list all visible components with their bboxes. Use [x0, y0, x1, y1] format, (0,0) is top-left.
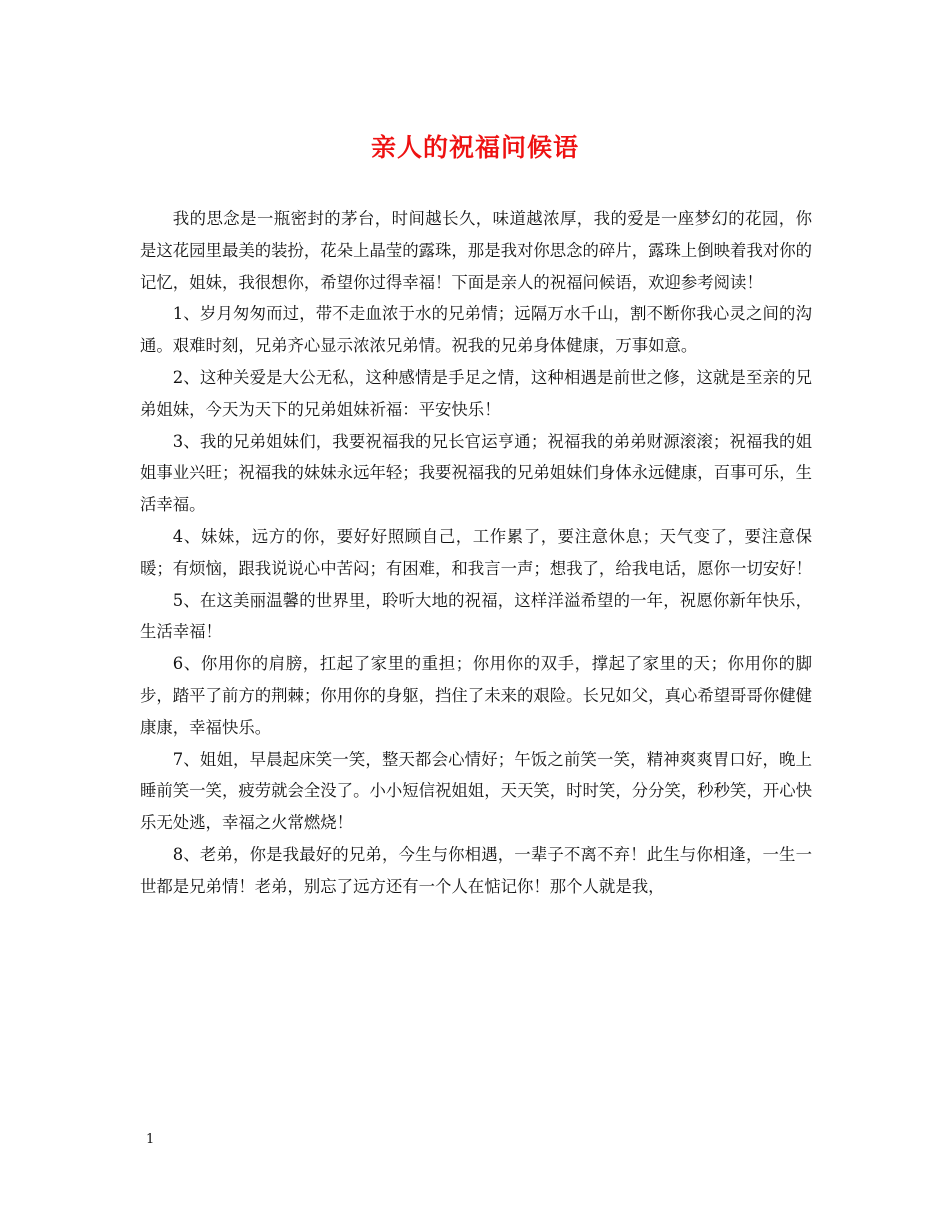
document-body	[140, 203, 812, 903]
greeting-item-7: 7、姐姐，早晨起床笑一笑，整天都会心情好；午饭之前笑一笑，精神爽爽胃口好，晚上睡前笑一笑，疲劳就会全没了。小小短信祝姐姐，天天笑，时时笑，分分笑，秒秒笑，开心快乐无处逃，幸福之火常燃烧！	[140, 749, 813, 833]
greeting-item-2: 2、这种关爱是大公无私，这种感情是手足之情，这种相遇是前世之修，这就是至亲的兄弟姐妹，今天为天下的兄弟姐妹祈福：平安快乐！	[140, 367, 812, 419]
greeting-item-6: 6、你用你的肩膀，扛起了家里的重担；你用你的双手，撑起了家里的天；你用你的脚步，踏平了前方的荆棘；你用你的身躯，挡住了未来的艰险。长兄如父，真心希望哥哥你健健康康，幸福快乐。	[140, 654, 813, 737]
intro-paragraph: 我的思念是一瓶密封的茅台，时间越长久，味道越浓厚，我的爱是一座梦幻的花园，你是这花园里最美的装扮，花朵上晶莹的露珠，那是我对你思念的碎片，露珠上倒映着我对你的记忆，姐妹，我很想你，希望你过得幸福！下面是亲人的祝福问候语，欢迎参考阅读！	[140, 209, 813, 292]
greeting-item-5: 5、在这美丽温馨的世界里，聆听大地的祝福，这样洋溢希望的一年，祝愿你新年快乐，生活幸福！	[140, 590, 812, 642]
greeting-item-4: 4、妹妹，远方的你，要好好照顾自己，工作累了，要注意休息；天气变了，要注意保暖；有烦恼，跟我说说心中苦闷；有困难，和我言一声；想我了，给我电话，愿你一切安好！	[140, 526, 813, 578]
page-number: 1	[146, 1132, 155, 1147]
greeting-item-8: 8、老弟，你是我最好的兄弟，今生与你相遇，一辈子不离不弃！此生与你相逢，一生一世都是兄弟情！老弟，别忘了远方还有一个人在惦记你！那个人就是我，	[140, 844, 812, 896]
document-title: 亲人的祝福问候语	[370, 133, 579, 162]
greeting-item-1: 1、岁月匆匆而过，带不走血浓于水的兄弟情；远隔万水千山，割不断你我心灵之间的沟通。艰难时刻，兄弟齐心显示浓浓兄弟情。祝我的兄弟身体健康，万事如意。	[140, 304, 812, 356]
greeting-item-3: 3、我的兄弟姐妹们，我要祝福我的兄长官运亨通；祝福我的弟弟财源滚滚；祝福我的姐姐事业兴旺；祝福我的妹妹永远年轻；我要祝福我的兄弟姐妹们身体永远健康，百事可乐，生活幸福。	[140, 431, 813, 515]
